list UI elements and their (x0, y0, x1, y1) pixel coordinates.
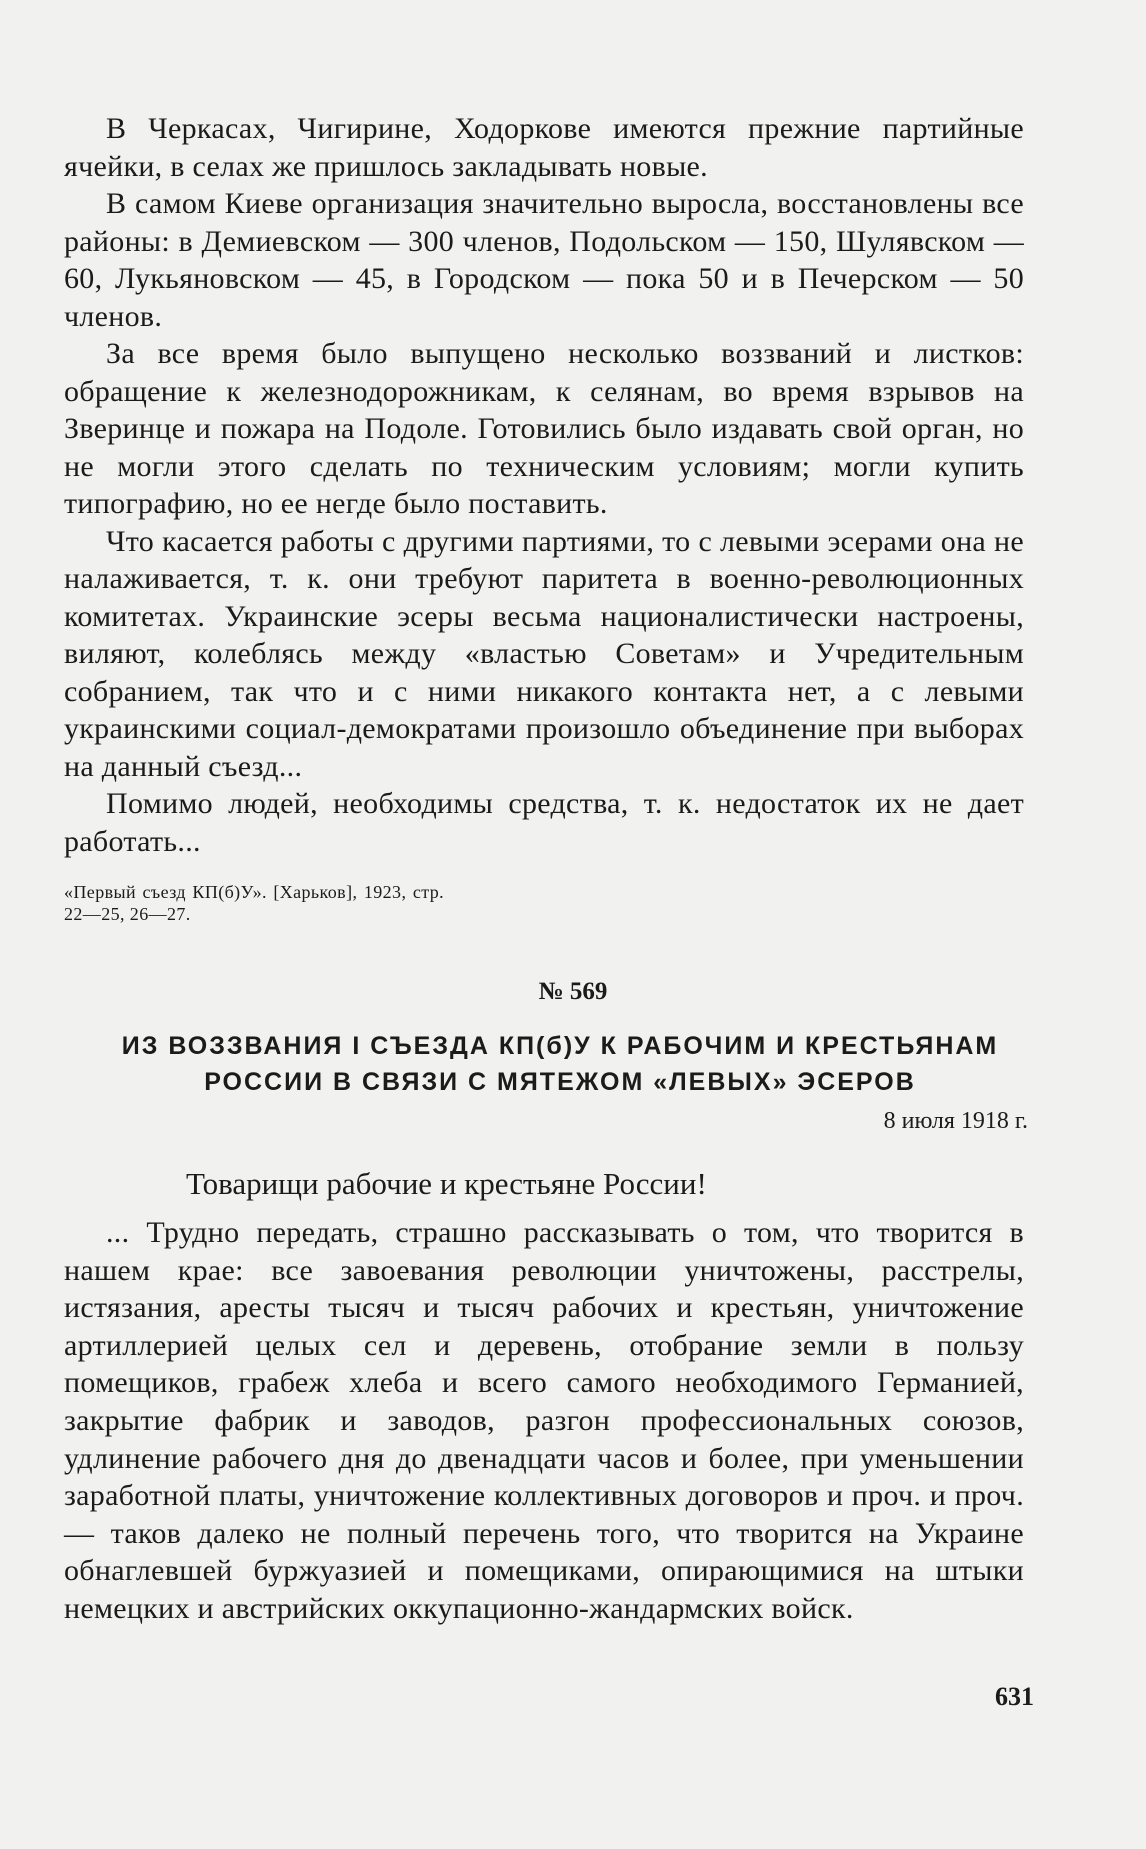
document-number: № 569 (538, 978, 608, 1005)
source-citation: «Первый съезд КП(б)У». [Харьков], 1923, стр. 22—25, 26—27. (64, 882, 444, 924)
appeal-text-block (64, 1214, 1024, 1628)
document-title-line: РОССИИ В СВЯЗИ С МЯТЕЖОМ «ЛЕВЫХ» ЭСЕРОВ (204, 1068, 916, 1096)
paragraph: ... Трудно передать, страшно рассказывать о том, что творится в нашем крае: все завоевания революции уничтожены, расстрелы, истязания, аресты тысяч и тысяч рабочих и крестьян, уничтожение артиллерией целых сел и деревень, отобрание земли в пользу помещиков, грабеж хлеба и всего самого необходимого Германией, закрытие фабрик и заводов, разгон профессиональных союзов, удлинение рабочего дня до двенадцати часов и более, при уменьшении заработной платы, уничтожение коллективных договоров и проч. и проч.— таков далеко не полный перечень того, что творится на Украине обнаглевшей буржуазией и помещиками, опирающимися на штыки немецких и австрийских оккупационно-жандармских войск. (64, 1216, 1024, 1625)
document-title-line: ИЗ ВОЗЗВАНИЯ I СЪЕЗДА КП(б)У К РАБОЧИМ И КРЕСТЬЯНАМ (121, 1032, 999, 1060)
paragraph: Помимо людей, необходимы средства, т. к. недостаток их не дает работать... (64, 787, 1024, 858)
page-number: 631 (995, 1682, 1034, 1711)
paragraph: Что касается работы с другими партиями, то с левыми эсерами она не налаживается, т. к. они требуют паритета в военно-революционных комитетах. Украинские эсеры весьма националистически настроены, виляют, колеблясь между «властью Советам» и Учредительным собранием, так что и с ними никакого контакта нет, а с левыми украинскими социал-демократами произошло объединение при выборах на данный съезд... (64, 524, 1024, 783)
paragraph: В самом Киеве организация значительно выросла, восстановлены все районы: в Демиевском — 300 членов, Подольском — 150, Шулявском — 60, Лукьяновском — 45, в Городском — пока 50 и в Печерском — 50 членов. (64, 187, 1024, 333)
document-title (40, 1028, 1080, 1100)
document-date: 8 июля 1918 г. (883, 1108, 1028, 1134)
paragraph: В Черкасах, Чигирине, Ходоркове имеются прежние партийные ячейки, в селах же пришлось закладывать новые. (64, 112, 1024, 183)
paragraph: За все время было выпущено несколько воззваний и листков: обращение к железнодорожникам, к селянам, во время взрывов на Зверинце и пожара на Подоле. Готовились было издавать свой орган, но не могли этого сделать по техническим условиям; могли купить типографию, но ее негде было поставить. (64, 337, 1024, 520)
salutation: Товарищи рабочие и крестьяне России! (186, 1166, 707, 1201)
report-text-block (64, 110, 1024, 860)
